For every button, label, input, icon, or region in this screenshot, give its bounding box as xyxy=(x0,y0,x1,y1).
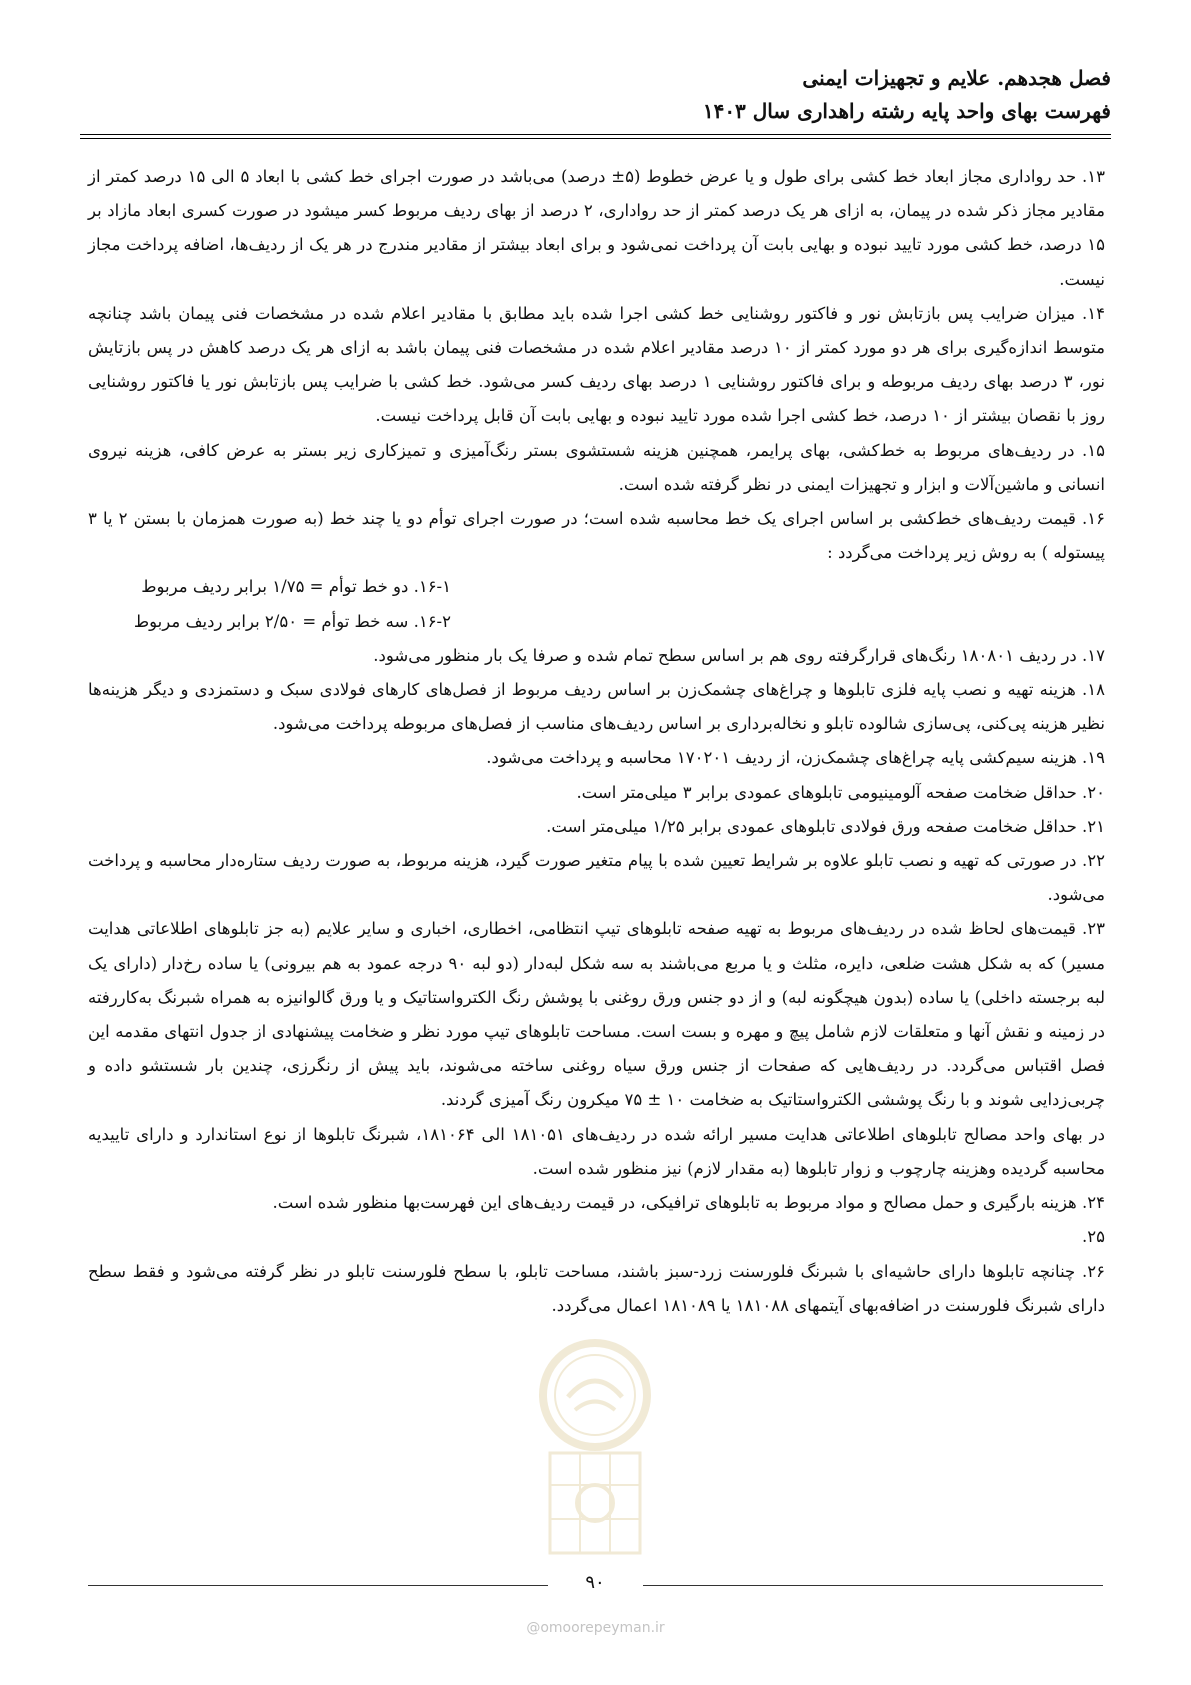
paragraph-20: ۲۰. حداقل ضخامت صفحه آلومینیومی تابلوهای عمودی برابر ۳ میلی‌متر است. xyxy=(576,782,1105,802)
footer-rule-left xyxy=(88,1585,548,1586)
paragraph-25: ۲۵. xyxy=(1082,1227,1105,1247)
header-rule-top xyxy=(80,134,1111,135)
paragraph-23-note: در بهای واحد مصالح تابلوهای اطلاعاتی هدایت مسیر ارائه شده در ردیف‌های ۱۸۱۰۵۱ الی ۱۸۱۰۶۴، شبرنگ تابلوها از نوع استاندارد و دارای تاییدیه محاسبه گردیده وهزینه چارچوب و زوار تابلوها (به مقدار لازم) نیز منظور شده است. xyxy=(88,1124,1105,1178)
paragraph-21: ۲۱. حداقل ضخامت صفحه ورق فولادی تابلوهای عمودی برابر ۱/۲۵ میلی‌متر است. xyxy=(546,816,1105,836)
paragraph-14: ۱۴. میزان ضرایب پس بازتابش نور و فاکتور روشنایی خط کشی اجرا شده باید مطابق با مقادیر اعلام شده در مشخصات فنی پیمان باشد چنانچه متوسط اندازه‌گیری برای هر دو مورد کمتر از ۱۰ درصد مقادیر اعلام شده در مشخصات فنی پیمان باشد به ازای هر یک درصد کاهش در پس بازتایش نور، ۳ درصد بهای ردیف مربوطه و برای فاکتور روشنایی ۱ درصد بهای ردیف کسر می‌شود. خط کشی با ضرایب پس بازتابش نور یا فاکتور روشنایی روز با نقصان بیشتر از ۱۰ درصد، خط کشی اجرا شده مورد تایید نبوده و بهایی بابت آن قابل پرداخت نیست. xyxy=(88,303,1106,426)
sub-item-16-2: ۱۶-۲. سه خط توأم = ۲/۵۰ برابر ردیف مربوط xyxy=(133,611,451,631)
document-body xyxy=(88,160,1105,1323)
paragraph-26: ۲۶. چنانچه تابلوها دارای حاشیه‌ای با شبرنگ فلورسنت زرد-سبز باشند، مساحت تابلو، با سطح فلورسنت تابلو در نظر گرفته می‌شود و فقط سطح دارای شبرنگ فلورسنت در اضافه‌بهای آیتمهای ۱۸۱۰۸۸ یا ۱۸۱۰۸۹ اعمال می‌گردد. xyxy=(88,1261,1105,1315)
header-rule-bottom xyxy=(80,138,1111,139)
watermark-logo-icon xyxy=(520,1335,670,1565)
paragraph-15: ۱۵. در ردیف‌های مربوط به خط‌کشی، بهای پرایمر، همچنین هزینه شستشوی بستر رنگ‌آمیزی و تمیزکاری زیر بستر به عرض کافی، هزینه نیروی انسانی و ماشین‌آلات و ابزار و تجهیزات ایمنی در نظر گرفته شده است. xyxy=(88,440,1105,494)
paragraph-17: ۱۷. در ردیف ۱۸۰۸۰۱ رنگ‌های قرارگرفته روی هم بر اساس سطح تمام شده و صرفا یک بار منظور می‌شود. xyxy=(373,645,1105,665)
paragraph-18: ۱۸. هزینه تهیه و نصب پایه فلزی تابلوها و چراغ‌های چشمک‌زن بر اساس ردیف مربوط از فصل‌های کارهای فولادی سبک و دستمزدی و دیگر هزینه‌ها نظیر هزینه پی‌کنی، پی‌سازی شالوده تابلو و نخاله‌برداری بر اساس ردیف‌های مناسب از فصل‌های مربوطه پرداخت می‌شود. xyxy=(88,680,1105,734)
sub-item-16-1: ۱۶-۱. دو خط توأم = ۱/۷۵ برابر ردیف مربوط xyxy=(141,577,451,597)
watermark-url: @omoorepeyman.ir xyxy=(526,1620,665,1636)
page-header xyxy=(80,62,1111,128)
book-title: فهرست بهای واحد پایه رشته راهداری سال ۱۴۰۳ xyxy=(702,99,1111,123)
paragraph-16: ۱۶. قیمت ردیف‌های خط‌کشی بر اساس اجرای یک خط محاسبه شده است؛ در صورت اجرای توأم دو یا چند خط (به صورت همزمان با بستن ۲ یا ۳ پیستوله ) به روش زیر پرداخت می‌گردد : xyxy=(88,509,1105,563)
page-number: ۹۰ xyxy=(585,1572,605,1593)
paragraph-23: ۲۳. قیمت‌های لحاظ شده در ردیف‌های مربوط به تهیه صفحه تابلوهای تیپ انتظامی، اخطاری، اخباری و سایر علایم (به جز تابلوهای اطلاعاتی هدایت مسیر) که به شکل هشت ضلعی، دایره، مثلث و یا مربع می‌باشند به سه شکل لبه‌دار (دو لبه ۹۰ درجه عمود به هم بیرونی) یا ساده رخ‌دار (دارای یک لبه برجسته داخلی) یا ساده (بدون هیچگونه لبه) و از دو جنس ورق روغنی با پوشش رنگ الکترواستاتیک و یا ورق گالوانیزه به همراه شبرنگ به‌کاررفته در زمینه و نقش آنها و متعلقات لازم شامل پیچ و مهره و بست است. مساحت تابلوهای تیپ مورد نظر و ضخامت پیشنهادی از جدول انتهای مقدمه این فصل اقتباس می‌گردد. در ردیف‌هایی که صفحات از جنس ورق سیاه روغنی ساخته می‌شوند، باید پیش از رنگرزی، چندین بار شستشو داده و چربی‌زدایی شوند و با رنگ پوششی الکترواستاتیک به ضخامت ۱۰ ± ۷۵ میکرون رنگ آمیزی گردند. xyxy=(88,919,1105,1110)
footer-rule-right xyxy=(643,1585,1103,1586)
paragraph-19: ۱۹. هزینه سیم‌کشی پایه چراغ‌های چشمک‌زن، از ردیف ۱۷۰۲۰۱ محاسبه و پرداخت می‌شود. xyxy=(486,748,1105,768)
paragraph-24: ۲۴. هزینه بارگیری و حمل مصالح و مواد مربوط به تابلوهای ترافیکی، در قیمت ردیف‌های این فهرست‌بها منظور شده است. xyxy=(272,1193,1105,1213)
chapter-title: فصل هجدهم. علایم و تجهیزات ایمنی xyxy=(802,66,1111,90)
paragraph-13: ۱۳. حد رواداری مجاز ابعاد خط کشی برای طول و یا عرض خطوط (۵± درصد) می‌باشد در صورت اجرای خط کشی با ابعاد ۵ الی ۱۵ درصد کمتر از مقادیر مجاز ذکر شده در پیمان، به ازای هر یک درصد کمتر از حد رواداری، ۲ درصد از بهای ردیف مربوط کسر میشود در صورت کسری ابعاد مازاد بر ۱۵ درصد، خط کشی مورد تایید نبوده و بهایی بابت آن پرداخت نمی‌شود و برای ابعاد بیشتر از مقادیر مندرج در هر یک از ردیف‌ها، اضافه پرداخت مجاز نیست. xyxy=(88,167,1105,289)
paragraph-22: ۲۲. در صورتی که تهیه و نصب تابلو علاوه بر شرایط تعیین شده با پیام متغیر صورت گیرد، هزینه مربوط، به صورت ردیف ستاره‌دار محاسبه و پرداخت می‌شود. xyxy=(88,851,1105,905)
